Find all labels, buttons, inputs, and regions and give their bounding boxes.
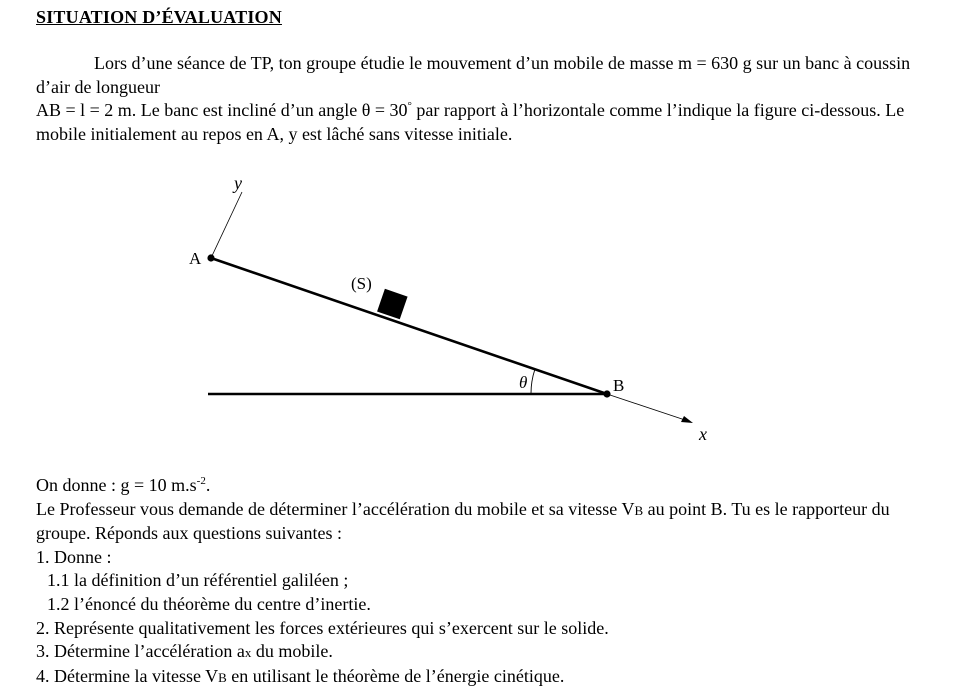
y-axis-label: y	[234, 173, 242, 193]
intro-line2b: par rapport à l’horizontale comme l’indique la figure ci-dessous. Le mobile initialement au repos en A, y est lâché sans vitesse initiale.	[36, 100, 905, 144]
task-paragraph: Le Professeur vous demande de déterminer l’accélération du mobile et sa vitesse VB au point B. Tu es le rapporteur du groupe. Réponds aux questions suivantes :	[36, 498, 890, 544]
mobile-label: (S)	[351, 274, 372, 293]
point-B-label: B	[613, 376, 625, 395]
question-1-2: 1.2 l’énoncé du théorème du centre d’inertie.	[47, 593, 371, 614]
degree-sign: °	[407, 100, 412, 112]
angle-label: θ	[519, 373, 528, 392]
y-axis	[211, 192, 242, 258]
point-B	[603, 390, 610, 397]
questions-section	[36, 474, 916, 689]
question-1-1: 1.1 la définition d’un référentiel galiléen ;	[47, 570, 349, 591]
question-1: 1. Donne :	[36, 546, 112, 567]
mobile-block	[377, 289, 408, 320]
question-3: 3. Détermine l’accélération ax du mobile.	[36, 641, 333, 662]
intro-line2a: AB = l = 2 m. Le banc est incliné d’un angle θ = 30	[36, 100, 408, 120]
point-A-label: A	[189, 249, 202, 268]
intro-line1: Lors d’une séance de TP, ton groupe étudie le mouvement d’un mobile de masse m = 630 g sur un banc à coussin d’air de longueur	[36, 53, 911, 97]
inclined-bench	[211, 258, 607, 394]
given-line: On donne : g = 10 $m.s^{-2}$.	[36, 475, 211, 495]
angle-arc	[531, 369, 535, 394]
page-title: SITUATION D’ÉVALUATION	[36, 7, 282, 27]
x-axis	[607, 394, 688, 421]
question-4: 4. Détermine la vitesse VB en utilisant le théorème de l’énergie cinétique.	[36, 665, 565, 686]
x-axis-arrowhead	[681, 416, 693, 423]
question-2: 2. Représente qualitativement les forces extérieures qui s’exercent sur le solide.	[36, 617, 609, 638]
point-A	[207, 254, 214, 261]
x-axis-label: x	[699, 424, 707, 444]
